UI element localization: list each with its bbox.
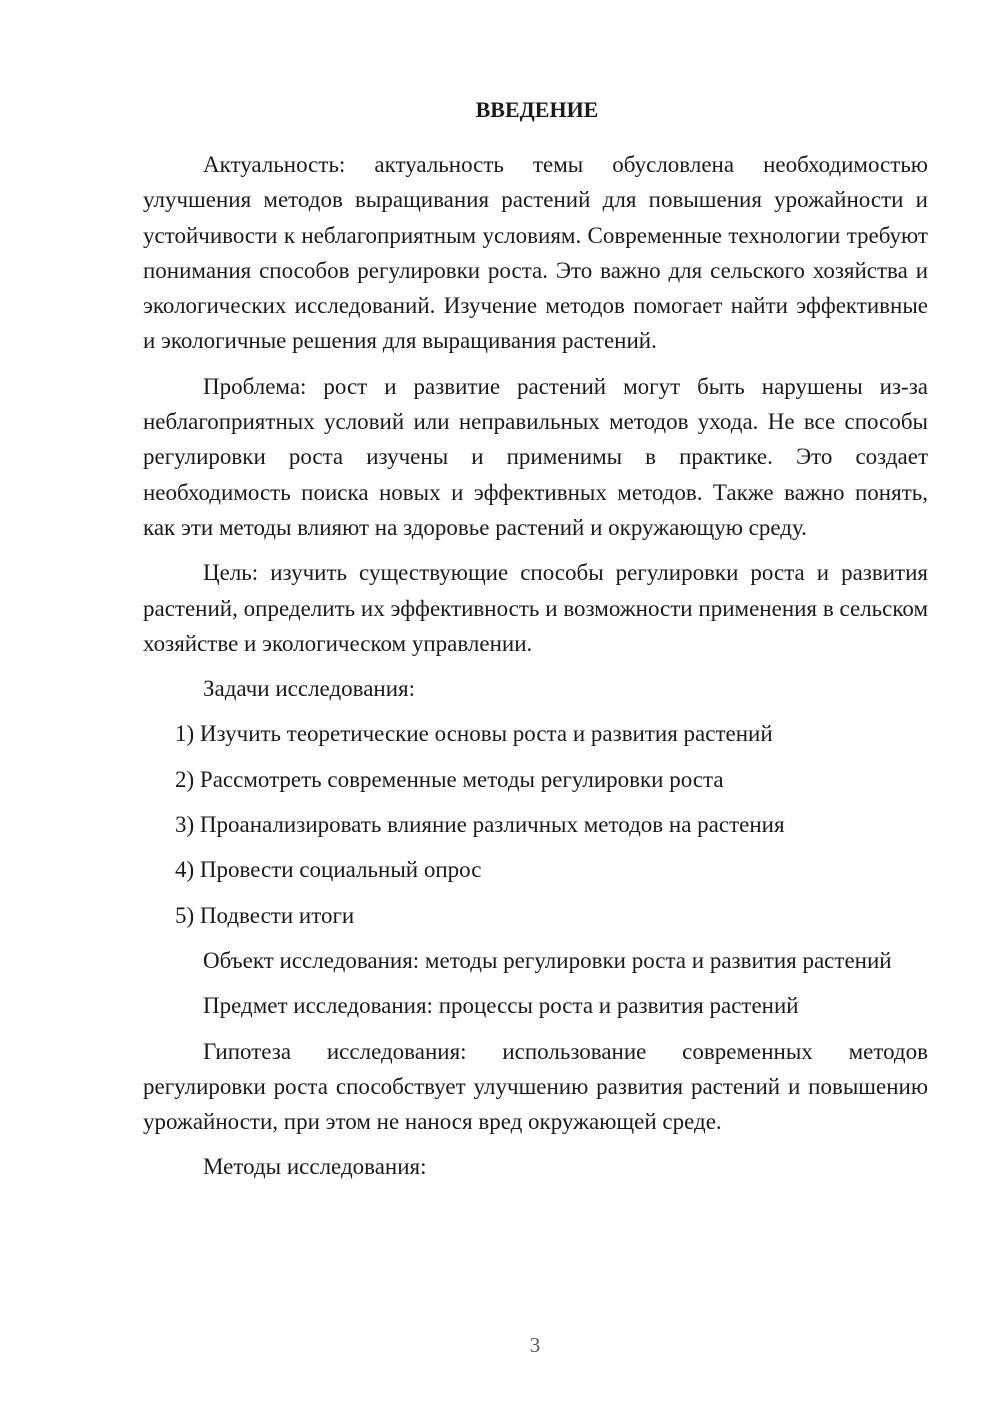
paragraph-object: Объект исследования: методы регулировки роста и развития растений	[203, 947, 892, 973]
methods-heading: Методы исследования:	[203, 1154, 427, 1180]
paragraph-subject: Предмет исследования: процессы роста и развития растений	[203, 993, 799, 1019]
paragraph-problem: Проблема: рост и развитие растений могут быть нарушены из-за неблагоприятных условий или неправильных методов ухода. Не все способы регулировки роста изучены и применимы в практике. Это создает необходимость поиска новых и эффективных методов. Также важно понять, как эти методы влияют на здоровье растений и окружающую среду.	[143, 373, 928, 540]
tasks-list	[143, 716, 928, 932]
tasks-heading: Задачи исследования:	[203, 676, 416, 702]
task-item: 4) Провести социальный опрос	[175, 857, 482, 883]
page-content	[143, 92, 928, 1195]
task-item: 1) Изучить теоретические основы роста и развития растений	[175, 721, 773, 747]
page-number: 3	[529, 1333, 541, 1357]
task-item: 5) Подвести итоги	[175, 902, 355, 928]
paragraph-goal: Цель: изучить существующие способы регулировки роста и развития растений, определить их эффективность и возможности применения в сельском хозяйстве и экологическом управлении.	[143, 560, 928, 656]
paragraph-relevance: Актуальность: актуальность темы обусловлена необходимостью улучшения методов выращивания растений для повышения урожайности и устойчивости к неблагоприятным условиям. Современные технологии требуют понимания способов регулировки роста. Это важно для сельского хозяйства и экологических исследований. Изучение методов помогает найти эффективные и экологичные решения для выращивания растений.	[143, 152, 928, 354]
paragraph-hypothesis: Гипотеза исследования: использование современных методов регулировки роста способствует улучшению развития растений и повышению урожайности, при этом не нанося вред окружающей среде.	[143, 1038, 928, 1135]
task-item: 3) Проанализировать влияние различных методов на растения	[175, 812, 785, 838]
task-item: 2) Рассмотреть современные методы регулировки роста	[175, 766, 724, 792]
page-title: ВВЕДЕНИЕ	[475, 97, 599, 122]
